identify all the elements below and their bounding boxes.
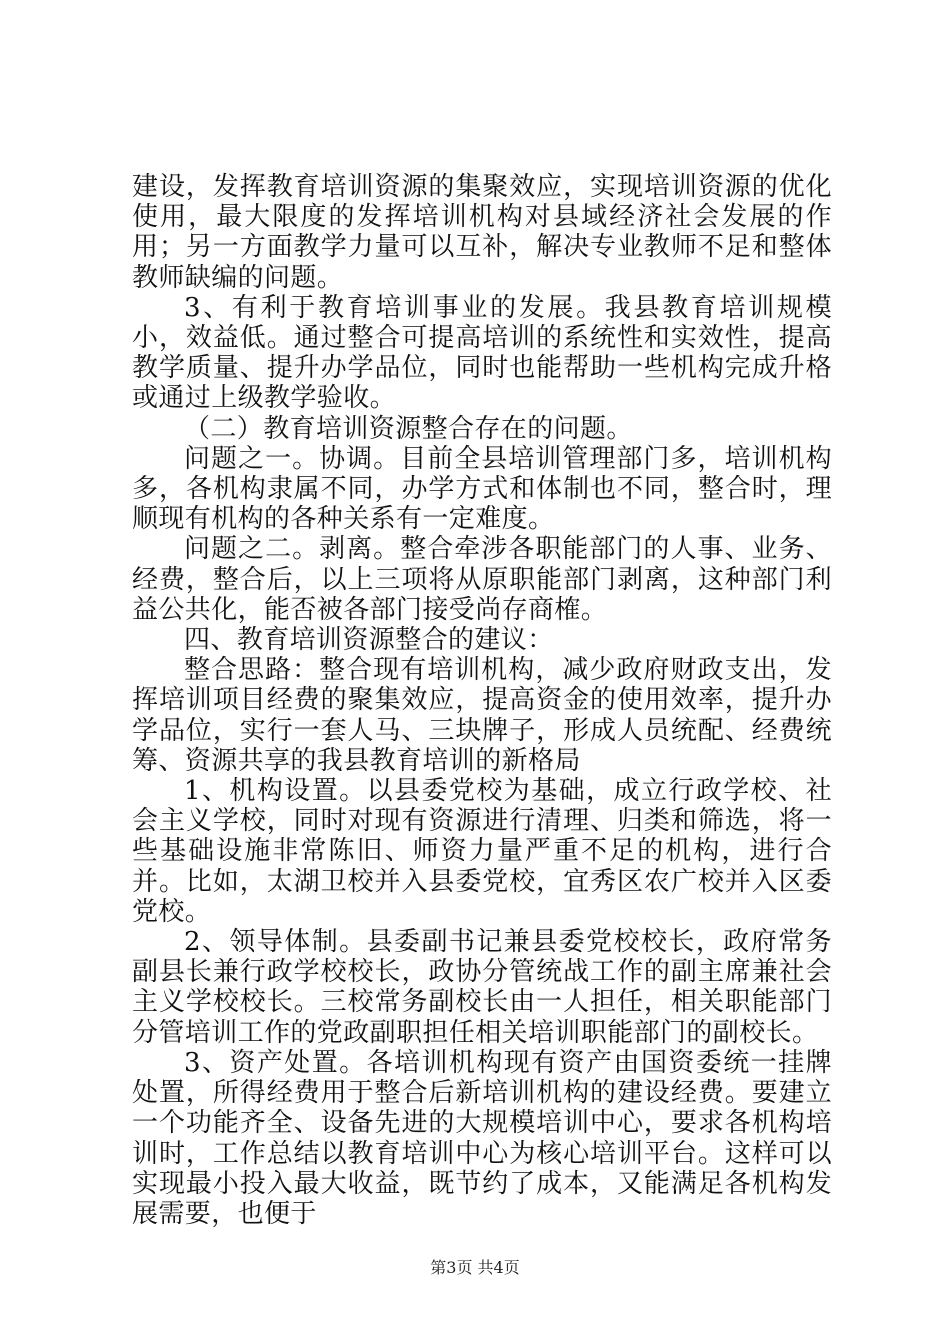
paragraph-point-1-structure: 1、机构设置。以县委党校为基础，成立行政学校、社会主义学校，同时对现有资源进行清理、归类和筛选，将一些基础设施非常陈旧、师资力量严重不足的机构，进行合并。比如，太湖卫校并入县委党校，宜秀区农广校并入区委党校。 [132, 776, 832, 927]
paragraph-problem-1: 问题之一。协调。目前全县培训管理部门多，培训机构多，各机构隶属不同，办学方式和体制也不同，整合时，理顺现有机构的各种关系有一定难度。 [132, 443, 832, 535]
paragraph-integration-approach: 整合思路：整合现有培训机构，减少政府财政支出，发挥培训项目经费的聚集效应，提高资金的使用效率，提升办学品位，实行一套人马、三块牌子，形成人员统配、经费统筹、资源共享的我县教育培训的新格局 [132, 655, 832, 776]
paragraph-point-3-assets: 3、资产处置。各培训机构现有资产由国资委统一挂牌处置，所得经费用于整合后新培训机构的建设经费。要建立一个功能齐全、设备先进的大规模培训中心，要求各机构培训时，工作总结以教育培训中心为核心培训平台。这样可以实现最小投入最大收益，既节约了成本，又能满足各机构发展需要，也便于 [132, 1047, 832, 1229]
paragraph-problem-2: 问题之二。剥离。整合牵涉各职能部门的人事、业务、经费，整合后，以上三项将从原职能部门剥离，这种部门利益公共化，能否被各部门接受尚存商榷。 [132, 534, 832, 625]
section-heading-problems: （二）教育培训资源整合存在的问题。 [184, 413, 633, 444]
section-heading-suggestions: 四、教育培训资源整合的建议： [184, 625, 554, 656]
page-number-footer: 第3页 共4页 [430, 1258, 520, 1277]
document-body [132, 172, 832, 1229]
paragraph-continuation: 建设，发挥教育培训资源的集聚效应，实现培训资源的优化使用，最大限度的发挥培训机构对县域经济社会发展的作用；另一方面教学力量可以互补，解决专业教师不足和整体教师缺编的问题。 [132, 172, 832, 293]
paragraph-point-2-leadership: 2、领导体制。县委副书记兼县委党校校长，政府常务副县长兼行政学校校长，政协分管统战工作的副主席兼社会主义学校校长。三校常务副校长由一人担任，相关职能部门分管培训工作的党政副职担任相关培训职能部门的副校长。 [132, 927, 832, 1048]
paragraph-point-3-development: 3、有利于教育培训事业的发展。我县教育培训规模小，效益低。通过整合可提高培训的系统性和实效性，提高教学质量、提升办学品位，同时也能帮助一些机构完成升格或通过上级教学验收。 [132, 292, 832, 414]
